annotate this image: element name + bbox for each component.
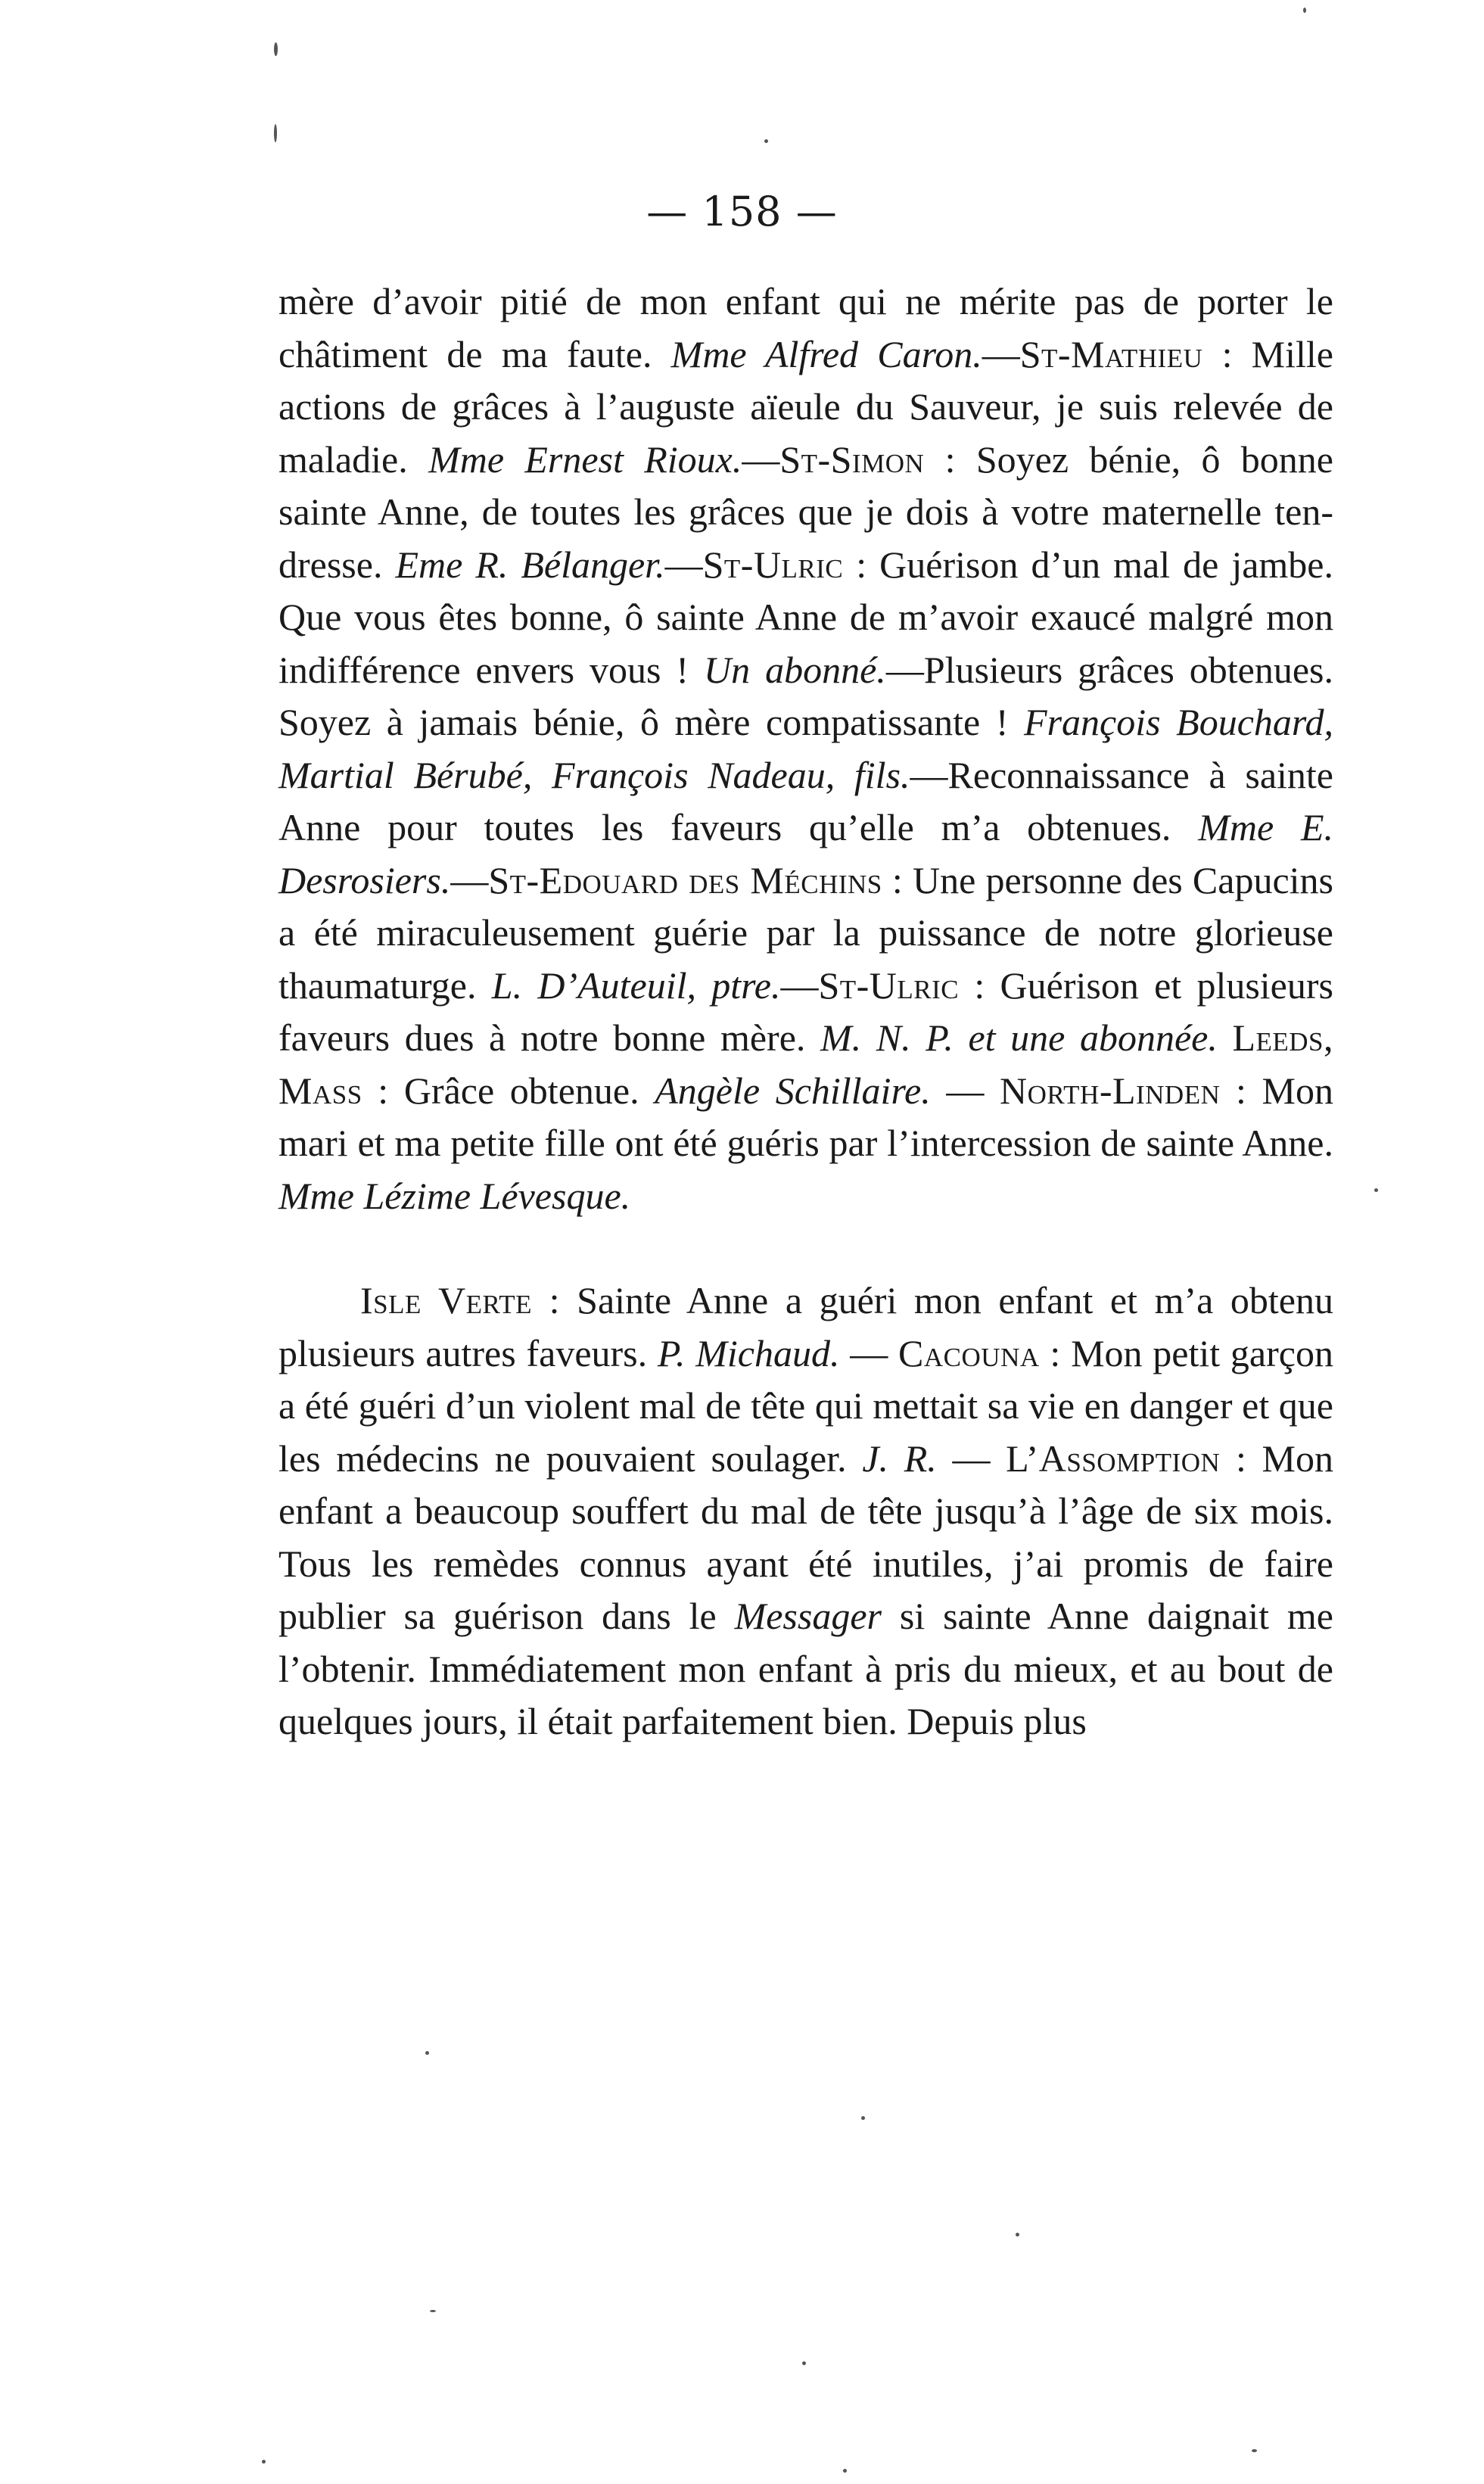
body-text: mère d’avoir pitié de mon enfant qui ne mérite pas de porter le châtiment de ma faute. <box>278 280 1333 375</box>
body-text: — <box>936 1437 1006 1480</box>
place-name: Leeds, Mass <box>278 1016 1334 1112</box>
body-text: : Une personne des Capucins a été miraculeusement guérie par la puissance de notre glorieuse thaumaturge. <box>278 858 1333 1007</box>
body-text: — <box>930 1069 1000 1112</box>
scan-speck <box>1016 2233 1019 2237</box>
scan-speck <box>1374 1188 1378 1192</box>
body-text: si sainte Anne daignait me l’obtenir. Immédiatement mon enfant à pris du mieux, et au bout de quelques jours, il était parfaitement bien. Depuis plus <box>278 1595 1333 1742</box>
signature: L. D’Auteuil, ptre. <box>491 963 781 1007</box>
scan-speck <box>274 42 278 56</box>
signature: Eme R. Bélanger. <box>395 543 665 586</box>
scan-speck <box>843 2469 847 2473</box>
page-number: — 158 — <box>646 188 838 235</box>
body-text: — <box>839 1331 899 1374</box>
place-name: St-Ulric <box>818 963 960 1007</box>
body-text: —Plusieurs grâces obtenues. Soyez à jamais bénie, ô mère compatissante ! <box>278 648 1333 743</box>
signature: M. N. P. et une abonnée. <box>820 1016 1218 1059</box>
body-text: — <box>982 332 1020 375</box>
place-name: St-Mathieu <box>1019 332 1203 375</box>
place-name: St-Simon <box>779 437 925 481</box>
scan-speck <box>430 2310 436 2312</box>
body-text: : Mon petit garçon a été guéri d’un violent mal de tête qui mettait sa vie en danger et que les médecins ne pouvaient soulager. <box>278 1331 1333 1480</box>
page-body <box>278 275 1333 1748</box>
signature: Mme Ernest Rioux. <box>428 437 742 481</box>
body-text: : Soyez bénie, ô bonne sainte Anne, de toutes les grâces que je dois à votre maternelle tendresse. <box>278 437 1333 586</box>
place-name: Isle Verte <box>360 1279 533 1321</box>
body-text: — <box>450 858 489 901</box>
signature: Angèle Schillaire. <box>655 1069 931 1112</box>
body-text: — <box>742 437 780 481</box>
signature: Mme Lézime Lévesque. <box>278 1174 631 1217</box>
place-name: Cacouna <box>898 1331 1040 1374</box>
place-name: St-Ulric <box>702 543 844 586</box>
body-text: —Reconnaissance à sainte Anne pour toutes les faveurs qu’elle m’a obtenues. <box>278 753 1333 848</box>
scan-speck <box>802 2361 806 2365</box>
place-name: North-Linden <box>1000 1069 1221 1112</box>
body-text <box>1218 1016 1233 1059</box>
signature: François Bouchard, Martial Bérubé, François Nadeau, fils. <box>278 701 1333 796</box>
paragraph <box>278 275 1333 1222</box>
body-text: : Grâce obtenue. <box>362 1069 655 1112</box>
scan-speck <box>1303 8 1306 13</box>
signature: Messager <box>734 1595 882 1637</box>
body-text: : Guérison d’un mal de jambe. Que vous êtes bonne, ô sainte Anne de m’avoir exaucé malgré mon indifférence envers vous ! <box>278 543 1334 691</box>
scan-speck <box>1252 2449 1257 2452</box>
signature: Un abonné. <box>704 648 886 691</box>
signature: Mme Alfred Caron. <box>670 332 982 375</box>
signature: Mme E. Desrosiers. <box>278 806 1334 901</box>
signature: J. R. <box>862 1437 937 1480</box>
body-text: — <box>780 963 819 1007</box>
signature: P. Michaud. <box>657 1331 840 1374</box>
body-text: : Mille actions de grâces à l’auguste aïeule du Sauveur, je suis relevée de maladie. <box>278 332 1333 481</box>
place-name: St-Edouard des Méchins <box>488 858 882 901</box>
body-text: : Mon enfant a beaucoup souffert du mal de tête jusqu’à l’âge de six mois. Tous les remèdes connus ayant été inutiles, j’ai promis de faire publier sa guérison dans le <box>278 1437 1333 1637</box>
body-text: : Sainte Anne a guéri mon enfant et m’a obtenu plusieurs autres faveurs. <box>278 1279 1333 1374</box>
body-text: : Mon mari et ma petite fille ont été guéris par l’intercession de sainte Anne. <box>278 1069 1333 1164</box>
body-text: — <box>664 543 703 586</box>
scan-speck <box>425 2051 429 2055</box>
body-text: : Guérison et plusieurs faveurs dues à notre bonne mère. <box>278 963 1333 1059</box>
scan-speck <box>262 2460 266 2464</box>
scan-speck <box>274 124 277 142</box>
scan-speck <box>861 2116 865 2120</box>
scan-speck <box>764 139 768 143</box>
place-name: L’Assomption <box>1006 1437 1221 1480</box>
paragraph <box>278 1275 1333 1748</box>
